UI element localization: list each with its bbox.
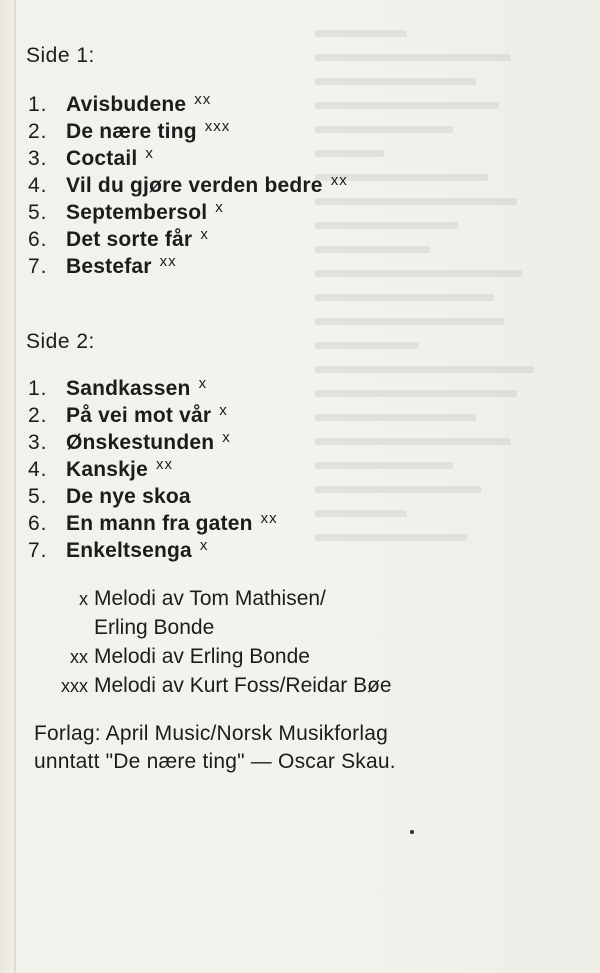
side-2-track-list: [28, 370, 278, 562]
track-title: Det sorte får: [66, 228, 193, 251]
track-row: [28, 505, 278, 535]
composer-marks: x: [215, 199, 224, 216]
track-title: Septembersol: [66, 201, 208, 224]
track-row: [28, 86, 348, 116]
track-title: En mann fra gaten: [66, 512, 253, 535]
track-title: Coctail: [66, 147, 138, 170]
track-row: [28, 532, 278, 562]
track-row: [28, 370, 278, 400]
track-number: 7.: [28, 255, 48, 278]
composer-marks: x: [198, 375, 208, 392]
track-number: 3.: [28, 431, 48, 454]
legend-text: Melodi av Kurt Foss/Reidar Bøe: [94, 674, 392, 697]
paper-speck: [410, 830, 414, 834]
publisher-line-1: Forlag: April Music/Norsk Musikforlag: [34, 722, 388, 745]
track-title: Kanskje: [66, 458, 148, 481]
legend-row: [28, 613, 392, 642]
track-number: 2.: [28, 120, 48, 143]
legend-text: Erling Bonde: [94, 616, 215, 639]
composer-marks: xxx: [204, 118, 231, 135]
legend-text: Melodi av Erling Bonde: [94, 645, 310, 668]
track-row: [28, 221, 348, 251]
track-number: 2.: [28, 404, 48, 427]
composer-legend: [28, 584, 392, 700]
composer-marks: xx: [260, 510, 278, 527]
track-row: [28, 248, 348, 278]
track-number: 4.: [28, 174, 48, 197]
composer-marks: x: [199, 537, 209, 554]
legend-row: [28, 584, 392, 613]
composer-marks: x: [145, 145, 154, 162]
track-title: De nære ting: [66, 120, 197, 143]
composer-marks: xx: [330, 172, 348, 189]
track-number: 5.: [28, 201, 48, 224]
track-title: Avisbudene: [66, 93, 187, 116]
composer-marks: x: [219, 402, 228, 419]
legend-mark: x: [79, 589, 88, 609]
track-row: [28, 113, 348, 143]
track-number: 5.: [28, 485, 48, 508]
track-title: På vei mot vår: [66, 404, 212, 427]
track-title: Bestefar: [66, 255, 152, 278]
track-number: 7.: [28, 539, 48, 562]
legend-mark: xx: [70, 647, 88, 667]
track-number: 1.: [28, 377, 48, 400]
track-row: [28, 140, 348, 170]
legend-row: [28, 671, 392, 700]
track-title: Vil du gjøre verden bedre: [66, 174, 323, 197]
composer-marks: x: [222, 429, 231, 446]
composer-marks: x: [200, 226, 209, 243]
legend-mark: xxx: [61, 676, 88, 696]
track-row: [28, 478, 278, 508]
track-title: Ønskestunden: [66, 431, 215, 454]
track-number: 3.: [28, 147, 48, 170]
track-row: [28, 167, 348, 197]
fold-crease: [14, 0, 16, 973]
track-number: 4.: [28, 458, 48, 481]
show-through-text: [315, 30, 545, 590]
composer-marks: xx: [159, 253, 177, 270]
composer-marks: xx: [194, 91, 212, 108]
track-title: De nye skoa: [66, 485, 191, 508]
track-number: 6.: [28, 512, 48, 535]
track-title: Enkeltsenga: [66, 539, 192, 562]
publisher-line-2: unntatt "De nære ting" — Oscar Skau.: [34, 750, 396, 773]
side-2-heading: Side 2:: [26, 330, 95, 353]
legend-row: [28, 642, 392, 671]
publisher-credit: [34, 720, 396, 776]
track-row: [28, 397, 278, 427]
composer-marks: xx: [155, 456, 173, 473]
track-row: [28, 451, 278, 481]
side-1-track-list: [28, 86, 348, 278]
track-row: [28, 424, 278, 454]
track-title: Sandkassen: [66, 377, 191, 400]
track-number: 1.: [28, 93, 48, 116]
legend-text: Melodi av Tom Mathisen/: [94, 587, 326, 610]
track-row: [28, 194, 348, 224]
track-number: 6.: [28, 228, 48, 251]
side-1-heading: Side 1:: [26, 44, 95, 67]
